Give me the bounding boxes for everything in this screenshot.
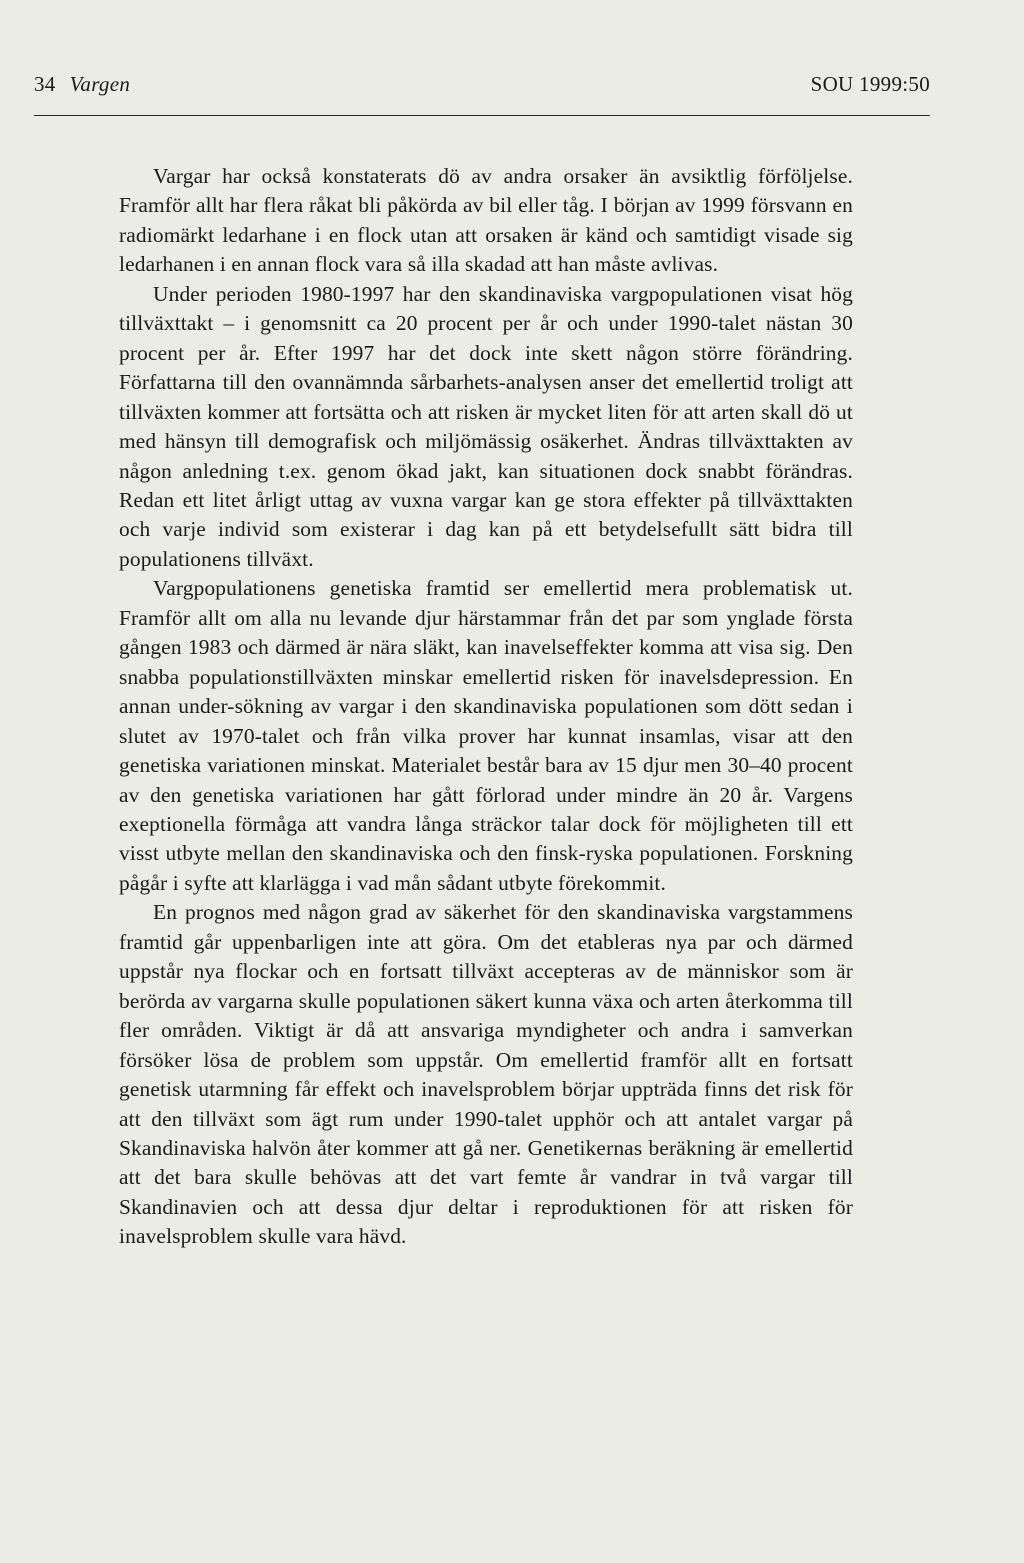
paragraph-4: En prognos med någon grad av säkerhet för den skandinaviska vargstammens framtid går uppenbarligen inte att göra. Om det etableras nya par och därmed uppstår nya flockar och en fortsatt tillväxt accepteras av de människor som är berörda av vargarna skulle populationen säkert kunna växa och arten återkomma till fler områden. Viktigt är då att ansvariga myndigheter och andra i samverkan försöker lösa de problem som uppstår. Om emellertid framför allt en fortsatt genetisk utarmning får effekt och inavelsproblem börjar uppträda finns det risk för att den tillväxt som ägt rum under 1990-talet upphör och att antalet vargar på Skandinaviska halvön åter kommer att gå ner. Genetikernas beräkning är emellertid att det bara skulle behövas att det vart femte år vandrar in två vargar till Skandinavien och att dessa djur deltar i reproduktionen för att risken för inavelsproblem skulle vara hävd. (119, 900, 853, 1249)
page-number: 34 (34, 72, 56, 96)
header-divider (34, 115, 930, 116)
chapter-title: Vargen (69, 72, 131, 96)
paragraph-3: Vargpopulationens genetiska framtid ser emellertid mera problematisk ut. Framför allt om alla nu levande djur härstammar från det par som ynglade första gången 1983 och därmed är nära släkt, kan inavelseffekter komma att visa sig. Den snabba populationstillväxten minskar emellertid risken för inavelsdepression. En annan under-sökning av vargar i den skandinaviska populationen som dött sedan i slutet av 1970-talet och från vilka prover har kunnat insamlas, visar att den genetiska variationen minskat. Materialet består bara av 15 djur men 30–40 procent av den genetiska variationen har gått förlorad under mindre än 20 år. Vargens exeptionella förmåga att vandra långa sträckor talar dock för möjligheten till ett visst utbyte mellan den skandinaviska och den finsk-ryska populationen. Forskning pågår i syfte att klarlägga i vad mån sådant utbyte förekommit. (119, 576, 853, 895)
paragraph-1: Vargar har också konstaterats dö av andra orsaker än avsiktlig förföljelse. Framför allt har flera råkat bli påkörda av bil eller tåg. I början av 1999 försvann en radiomärkt ledarhane i en flock utan att orsaken är känd och samtidigt visade sig ledarhanen i en annan flock vara så illa skadad att han måste avlivas. (119, 164, 853, 277)
header-left (34, 72, 130, 97)
body-text (119, 162, 853, 1252)
series-number: SOU 1999:50 (810, 72, 930, 96)
paragraph-2: Under perioden 1980-1997 har den skandinaviska vargpopulationen visat hög tillväxttakt – i genomsnitt ca 20 procent per år och under 1990-talet nästan 30 procent per år. Efter 1997 har det dock inte skett någon större förändring. Författarna till den ovannämnda sårbarhets-analysen anser det emellertid troligt att tillväxten kommer att fortsätta och att risken är mycket liten för att arten skall dö ut med hänsyn till demografisk och miljömässig osäkerhet. Ändras tillväxttakten av någon anledning t.ex. genom ökad jakt, kan situationen dock snabbt förändras. Redan ett litet årligt uttag av vuxna vargar kan ge stora effekter på tillväxttakten och varje individ som existerar i dag kan på ett betydelsefullt sätt bidra till populationens tillväxt. (119, 281, 853, 571)
running-header (34, 72, 930, 112)
